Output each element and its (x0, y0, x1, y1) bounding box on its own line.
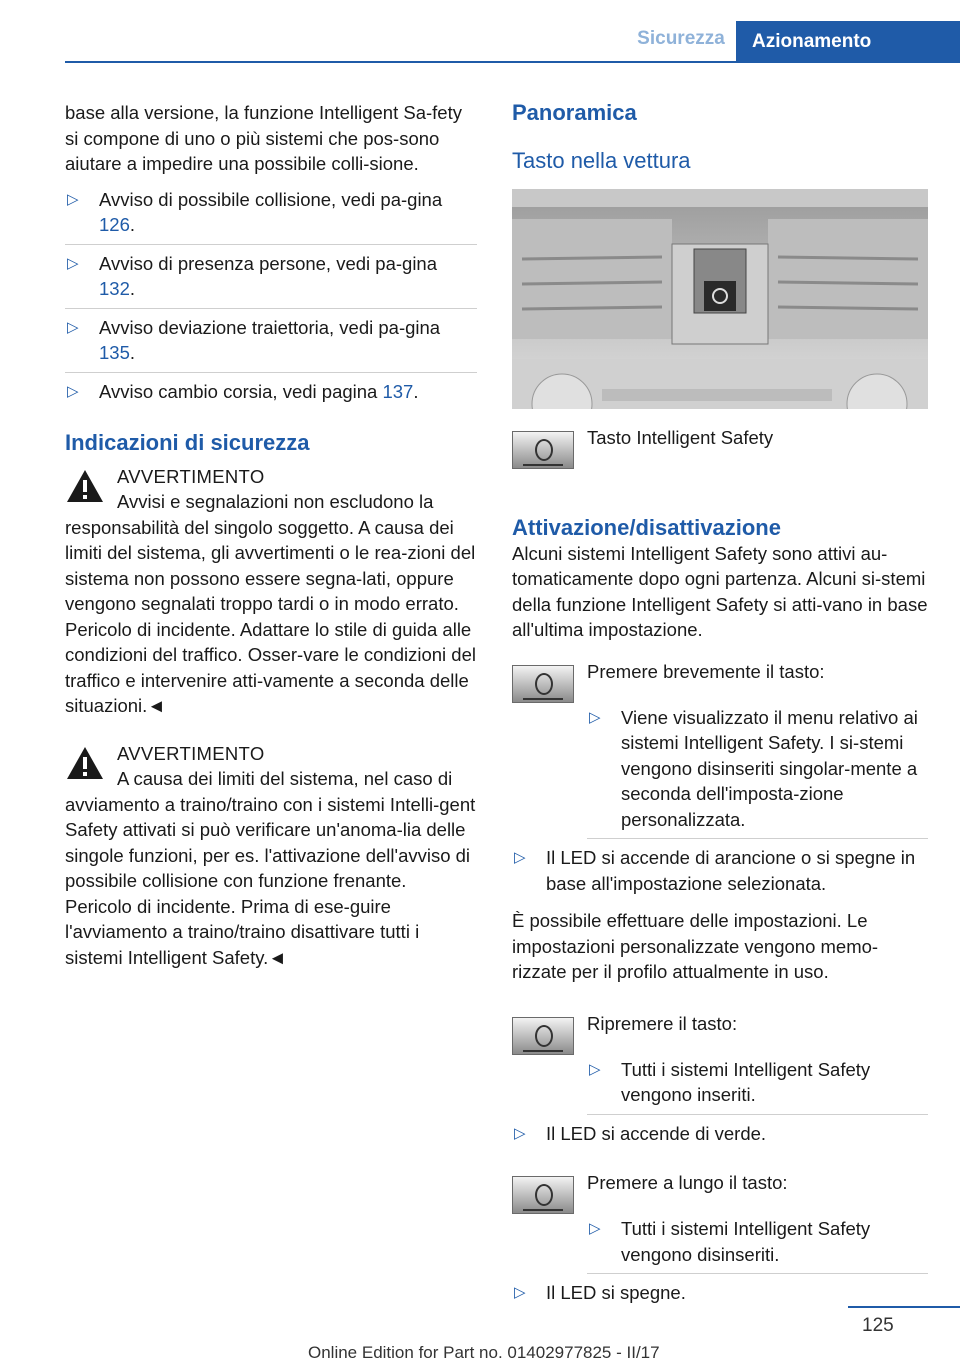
list-item: ▷ Avviso cambio corsia, vedi pagina 137. (65, 373, 477, 411)
list-item: ▷ Il LED si spegne. (512, 1274, 928, 1312)
footer-edition: Online Edition for Part no. 01402977825 - II/17 (308, 1343, 660, 1362)
led-green-list (512, 1115, 928, 1153)
warning-block (65, 464, 477, 719)
triangle-bullet-icon: ▷ (67, 318, 79, 336)
intro-paragraph: base alla versione, la funzione Intelligent Sa-fety si compone di uno o più sistemi che pos-sono aiutare a impedire una possibile colli-sione. (65, 102, 462, 174)
list-item: ▷ Il LED si accende di verde. (512, 1115, 928, 1153)
settings-paragraph: È possibile effettuare delle impostazioni. Le impostazioni personalizzate vengono memo-rizzate per il profilo attualmente in uso. (512, 910, 879, 982)
triangle-bullet-icon: ▷ (589, 1220, 601, 1237)
section-tab-sicurezza[interactable]: Sicurezza (637, 28, 725, 49)
key-caption-row (512, 425, 928, 465)
list-item: ▷ Tutti i sistemi Intelligent Safety vengono disinseriti. (587, 1210, 928, 1274)
page-link[interactable]: 137 (382, 380, 414, 402)
press-long-row (512, 1170, 928, 1210)
page-link[interactable]: 132 (99, 278, 130, 299)
triangle-bullet-icon: ▷ (514, 1284, 526, 1301)
press-short-label: Premere brevemente il tasto: (587, 660, 825, 682)
warning-text: Avvisi e segnalazioni non escludono la responsabilità del singolo soggetto. A causa dei limiti del sistema, gli avvertimenti o le rea-zioni del sistema non possono essere segna-lati, oppure vengono segnalati troppo tardi o in modo errato. Pericolo di incidente. Adattare lo stile di guida alle condizioni del traffico. Osser-vare le condizioni del traffico e intervenire atti-vamente a seconda delle situazioni.◄ (65, 491, 476, 716)
page-link[interactable]: 126 (99, 214, 130, 235)
warning-block (65, 741, 477, 971)
list-item: ▷ Tutti i sistemi Intelligent Safety vengono inseriti. (587, 1051, 928, 1115)
triangle-bullet-icon: ▷ (589, 708, 601, 726)
triangle-bullet-icon: ▷ (589, 1060, 601, 1078)
press-short-row (512, 659, 928, 699)
warning-title: AVVERTIMENTO (117, 465, 265, 487)
triangle-bullet-icon: ▷ (67, 190, 79, 208)
press-again-label: Ripremere il tasto: (587, 1012, 738, 1034)
triangle-bullet-icon: ▷ (67, 254, 79, 272)
warning-triangle-icon (65, 745, 105, 781)
intelligent-safety-button-icon (512, 431, 574, 469)
dashboard-image (512, 189, 928, 409)
intelligent-safety-button-icon (512, 1017, 574, 1055)
page-number-rule (848, 1306, 960, 1308)
list-item: ▷ Il LED si accende di arancione o si spegne in base all'impostazione selezionata. (514, 847, 916, 894)
led-orange-list (512, 839, 928, 902)
dashboard-photo (512, 189, 928, 409)
press-long-list (587, 1210, 928, 1274)
overview-heading: Panoramica (512, 100, 637, 125)
warning-triangle-icon (65, 468, 105, 504)
press-again-row (512, 1011, 928, 1051)
system-list (65, 181, 477, 411)
list-item: ▷ Avviso deviazione traiettoria, vedi pa-gina 135. (65, 309, 477, 373)
warning-text: A causa dei limiti del sistema, nel caso di avviamento a traino/traino con i sistemi Intelli-gent Safety attivati si può verificare un'anoma-lia delle singole funzioni, per es. l'attivazione dell'avviso di possibile collisione con funzione frenante. Pericolo di incidente. Prima di ese-guire l'avviamento a traino/traino disattivare tutti i sistemi Intelligent Safety.◄ (65, 768, 476, 968)
safety-heading: Indicazioni di sicurezza (65, 430, 310, 455)
list-item: ▷ Avviso di presenza persone, vedi pa-gina 132. (65, 245, 477, 309)
page-link[interactable]: 135 (99, 342, 130, 363)
press-long-label: Premere a lungo il tasto: (587, 1172, 788, 1193)
list-item: ▷ Viene visualizzato il menu relativo ai sistemi Intelligent Safety. I si-stemi vengono disinseriti singolar-mente a seconda dell'imposta-zione personalizzata. (587, 699, 928, 840)
triangle-bullet-icon: ▷ (514, 849, 526, 866)
button-heading: Tasto nella vettura (512, 147, 691, 173)
list-item: ▷ Avviso di possibile collisione, vedi pa-gina 126. (65, 181, 477, 245)
intelligent-safety-button-icon (512, 1176, 574, 1214)
intelligent-safety-button-icon (512, 665, 574, 703)
triangle-bullet-icon: ▷ (514, 1124, 526, 1142)
press-again-list (587, 1051, 928, 1115)
section-tab-azionamento[interactable]: Azionamento (736, 21, 960, 63)
press-short-list (587, 699, 928, 840)
triangle-bullet-icon: ▷ (67, 382, 79, 400)
activation-heading: Attivazione/disattivazione (512, 515, 781, 540)
key-caption: Tasto Intelligent Safety (587, 427, 774, 448)
right-column (512, 100, 928, 1312)
page-number: 125 (862, 1315, 894, 1336)
warning-title: AVVERTIMENTO (117, 742, 265, 764)
activation-paragraph: Alcuni sistemi Intelligent Safety sono attivi au-tomaticamente dopo ogni partenza. Alcuni si-stemi della funzione Intelligent Safety si atti-vano in base all'ultima impostazione. (512, 542, 928, 640)
left-column (65, 100, 477, 970)
